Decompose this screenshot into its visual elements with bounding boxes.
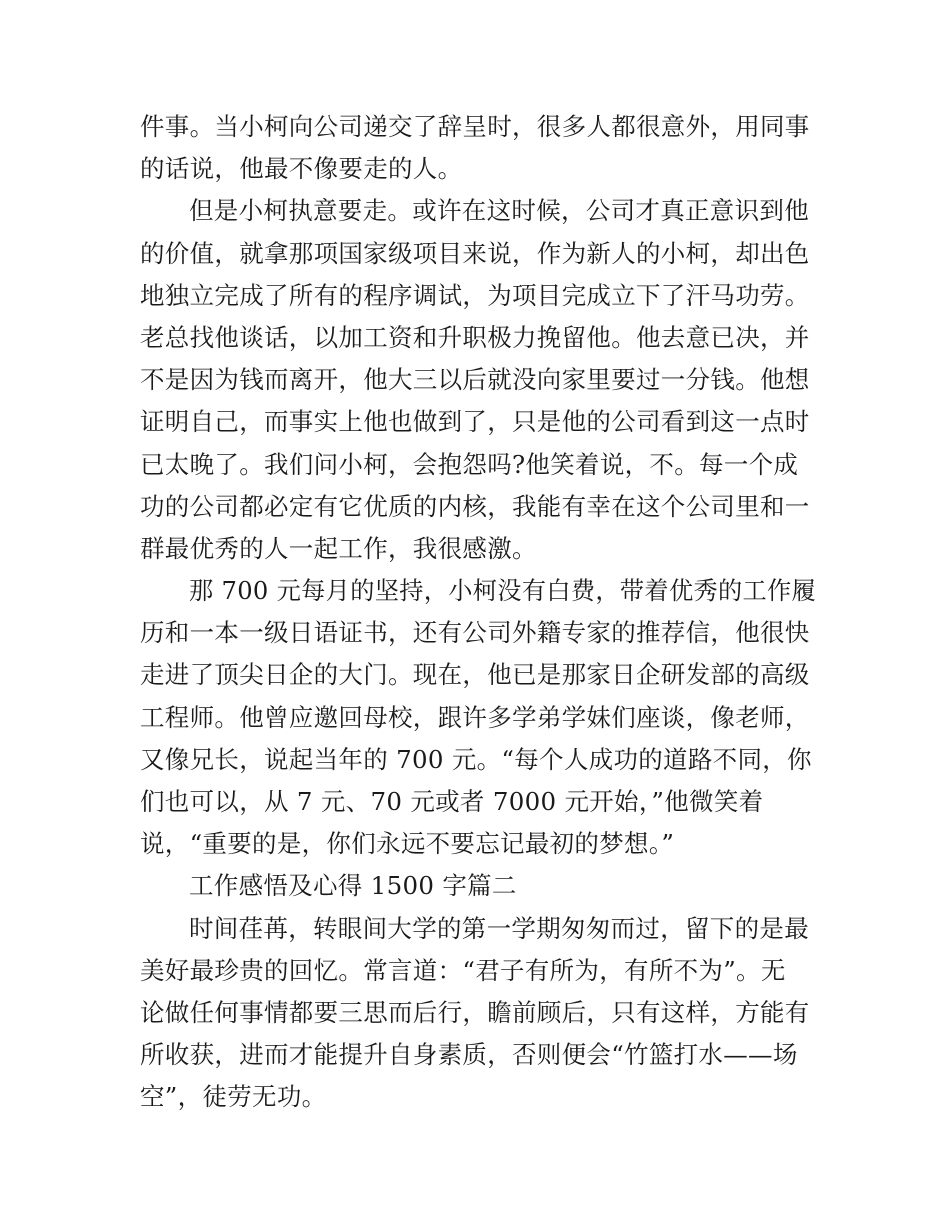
text-line: 那 700 元每月的坚持，小柯没有白费，带着优秀的工作履 (189, 577, 817, 606)
text-line: 证明自己，而事实上他也做到了，只是他的公司看到这一点时 (140, 407, 810, 437)
text-line: 论做任何事情都要三思而后行，瞻前顾后，只有这样，方能有 (140, 997, 810, 1027)
text-line: 又像兄长，说起当年的 700 元。“每个人成功的道路不同，你 (140, 744, 812, 774)
text-line: 的话说，他最不像要走的人。 (140, 154, 463, 184)
text-line: 功的公司都必定有它优质的内核，我能有幸在这个公司里和一 (140, 491, 810, 521)
text-line: 所收获，进而才能提升自身素质，否则便会“竹篮打水——场 (140, 1040, 798, 1070)
text-line: 说，“重要的是，你们永远不要忘记最初的梦想。” (140, 829, 675, 859)
text-line: 工程师。他曾应邀回母校，跟许多学弟学妹们座谈，像老师， (140, 702, 810, 732)
text-line: 群最优秀的人一起工作，我很感激。 (140, 533, 537, 563)
text-line: 老总找他谈话，以加工资和升职极力挽留他。他去意已决，并 (140, 322, 810, 352)
text-line: 历和一本一级日语证书，还有公司外籍专家的推荐信，他很快 (140, 618, 810, 648)
text-line: 但是小柯执意要走。或许在这时候，公司才真正意识到他 (189, 196, 809, 226)
text-line: 时间荏苒，转眼间大学的第一学期匆匆而过，留下的是最 (189, 913, 809, 943)
document-body (140, 106, 816, 1119)
text-line: 走进了顶尖日企的大门。现在，他已是那家日企研发部的高级 (140, 660, 810, 690)
text-line: 空”，徒劳无功。 (140, 1082, 327, 1112)
text-line: 美好最珍贵的回忆。常言道：“君子有所为，有所不为”。无 (140, 955, 786, 985)
text-line: 件事。当小柯向公司递交了辞呈时，很多人都很意外，用同事 (140, 112, 810, 141)
text-line: 的价值，就拿那项国家级项目来说，作为新人的小柯，却出色 (140, 238, 810, 268)
text-line: 不是因为钱而离开，他大三以后就没向家里要过一分钱。他想 (140, 365, 810, 395)
text-line: 地独立完成了所有的程序调试，为项目完成立下了汗马功劳。 (140, 280, 810, 310)
text-line: 已太晚了。我们问小柯，会抱怨吗?他笑着说，不。每一个成 (140, 449, 799, 479)
text-line: 们也可以，从 7 元、70 元或者 7000 元开始，”他微笑着 (140, 787, 764, 816)
text-line: 工作感悟及心得 1500 字篇二 (189, 871, 517, 901)
